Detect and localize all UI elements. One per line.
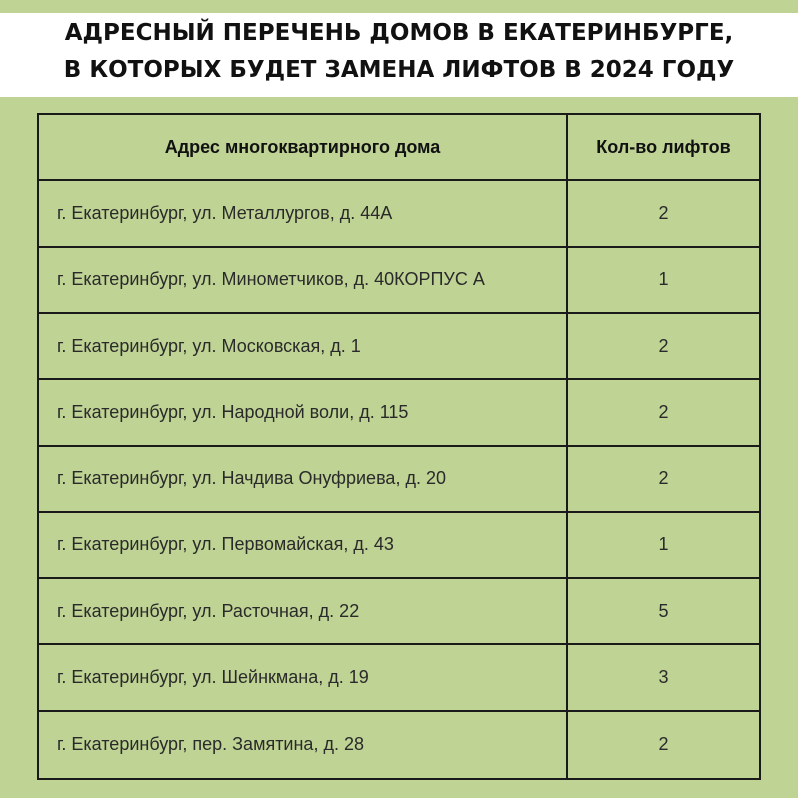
- row-8-count: 3: [568, 645, 759, 711]
- row-9-count: 2: [658, 734, 669, 755]
- page-title-line-2: В КОТОРЫХ БУДЕТ ЗАМЕНА ЛИФТОВ В 2024 ГОДУ: [63, 57, 735, 83]
- row-4-address: г. Екатеринбург, ул. Народной воли, д. 115: [39, 380, 568, 446]
- row-8-address: г. Екатеринбург, ул. Шейнкмана, д. 19: [39, 645, 568, 711]
- header-elevator-count: Кол-во лифтов: [568, 115, 759, 181]
- row-5-count: 2: [568, 447, 759, 513]
- row-6-address: г. Екатеринбург, ул. Первомайская, д. 43: [39, 513, 568, 579]
- row-5-address: г. Екатеринбург, ул. Начдива Онуфриева, д. 20: [39, 447, 568, 513]
- row-3-address: г. Екатеринбург, ул. Московская, д. 1: [39, 314, 568, 380]
- row-1-count: 2: [568, 181, 759, 247]
- row-4-count: 2: [568, 380, 759, 446]
- row-3-count: 2: [568, 314, 759, 380]
- row-6-count: 1: [568, 513, 759, 579]
- header-address: Адрес многоквартирного дома: [39, 115, 568, 181]
- page-title-line-1: АДРЕСНЫЙ ПЕРЕЧЕНЬ ДОМОВ В ЕКАТЕРИНБУРГЕ,: [64, 20, 734, 46]
- elevator-replacement-table: [37, 113, 761, 780]
- row-9-address: г. Екатеринбург, пер. Замятина, д. 28: [39, 712, 568, 778]
- row-2-address: г. Екатеринбург, ул. Минометчиков, д. 40КОРПУС А: [39, 248, 568, 314]
- row-7-address: г. Екатеринбург, ул. Расточная, д. 22: [39, 579, 568, 645]
- row-1-address: г. Екатеринбург, ул. Металлургов, д. 44А: [39, 181, 568, 247]
- row-2-count: 1: [568, 248, 759, 314]
- row-7-count: 5: [568, 579, 759, 645]
